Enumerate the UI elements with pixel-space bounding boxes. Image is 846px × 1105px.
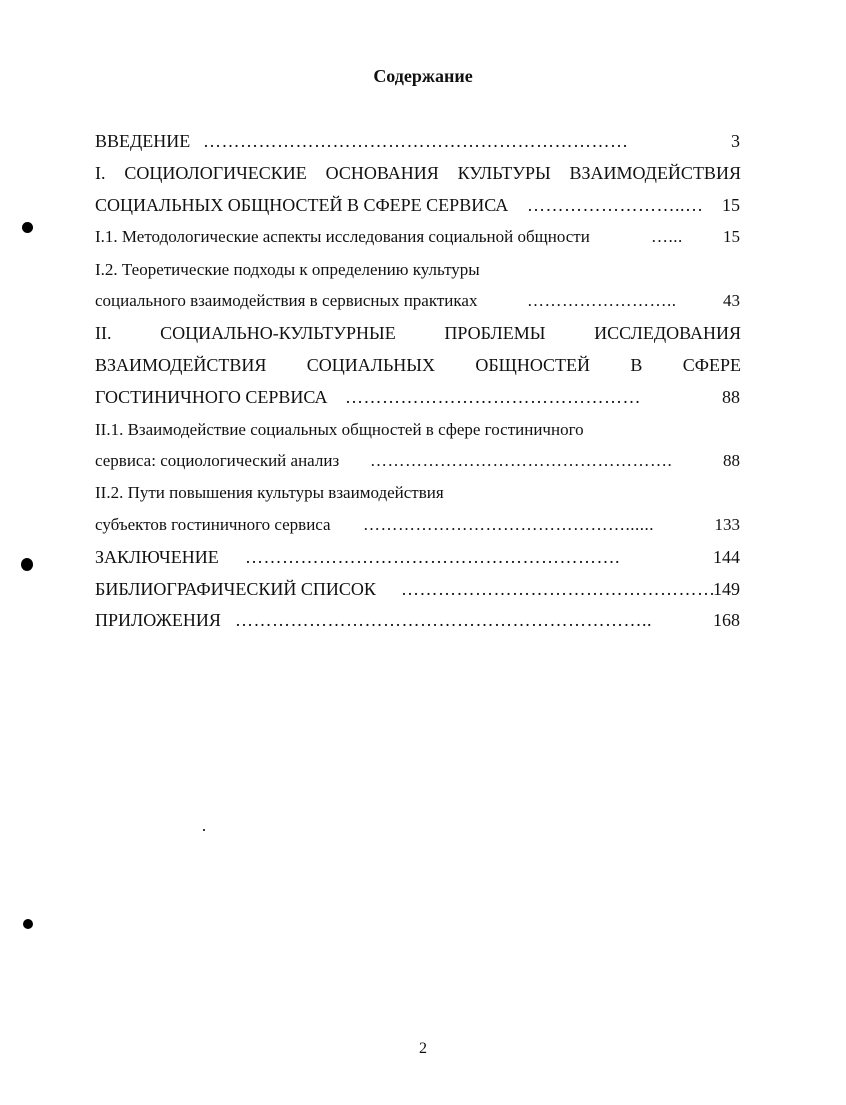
toc-entry-label: сервиса: социологический анализ [95,451,340,470]
toc-entry-chapter-2[interactable] [95,318,740,348]
toc-leader-dots: ……………………..… [527,195,704,215]
toc-chapter-2-heading-line2 [95,350,741,380]
heading-word: ВЗАИМОДЕЙСТВИЯ [569,163,741,183]
toc-entry-label: II.2. Пути повышения культуры взаимодействия [95,483,444,502]
toc-page-number: 88 [722,387,740,407]
toc-entry-bibliography[interactable] [95,574,740,604]
heading-word: ИССЛЕДОВАНИЯ [594,323,741,343]
page-number: 2 [419,1040,427,1057]
toc-leader-dots: …... [651,227,683,246]
heading-word: ОСНОВАНИЯ [325,163,439,183]
toc-entry-chapter-2-line3[interactable] [95,382,740,412]
toc-page-number: 3 [731,131,740,151]
toc-chapter-2-heading-line1 [95,318,741,348]
heading-word: ПРОБЛЕМЫ [444,323,546,343]
toc-entry-appendix[interactable] [95,605,740,635]
toc-entry-chapter-1[interactable] [95,158,740,188]
toc-entry-label: ГОСТИНИЧНОГО СЕРВИСА [95,387,328,407]
toc-entry-label: I.2. Теоретические подходы к определению культуры [95,260,480,279]
toc-entry-label: ПРИЛОЖЕНИЯ [95,610,221,630]
toc-entry-section-1-2-line2[interactable] [95,286,740,316]
toc-page-number: 168 [713,610,740,630]
toc-leader-dots: …………………………………………… [401,579,716,599]
toc-entry-label: ВВЕДЕНИЕ [95,131,191,151]
toc-leader-dots: …………………………………………………………… [203,131,629,151]
toc-entry-section-2-2-line2[interactable] [95,510,740,540]
heading-word: ОБЩНОСТЕЙ [475,355,591,375]
toc-entry-chapter-2-line2[interactable] [95,350,740,380]
toc-page-number: 88 [723,451,740,470]
toc-entry-conclusion[interactable] [95,542,740,572]
hole-punch-mark [21,558,33,571]
toc-entry-section-1-2[interactable] [95,255,740,285]
toc-leader-dots: ……………………………………………………. [245,547,620,567]
toc-entry-section-2-1-line2[interactable] [95,446,740,476]
heading-word: В [630,355,643,375]
toc-entry-label: социального взаимодействия в сервисных практиках [95,291,478,310]
toc-entry-label: ЗАКЛЮЧЕНИЕ [95,547,219,567]
heading-word: СОЦИАЛЬНО-КУЛЬТУРНЫЕ [160,323,396,343]
toc-leader-dots: ……………………………………………. [370,451,673,470]
toc-entry-chapter-1-line2[interactable] [95,190,740,220]
speck-mark [203,829,205,831]
hole-punch-mark [22,222,33,233]
toc-chapter-1-heading-line1 [95,158,741,188]
toc-page-number: 133 [714,515,740,534]
toc-entry-label: I.1. Методологические аспекты исследования социальной общности [95,227,590,246]
heading-word: СОЦИОЛОГИЧЕСКИЕ [124,163,307,183]
toc-entry-label: БИБЛИОГРАФИЧЕСКИЙ СПИСОК [95,579,376,599]
toc-leader-dots: ………………………………………...... [363,515,654,534]
toc-entry-section-2-2[interactable] [95,478,740,508]
heading-word: I. [95,163,106,183]
heading-word: II. [95,323,112,343]
toc-entry-section-2-1[interactable] [95,415,740,445]
toc-page-number: 15 [723,227,740,246]
heading-word: ВЗАИМОДЕЙСТВИЯ [95,355,267,375]
toc-page-number: 15 [722,195,740,215]
toc-leader-dots: ………………………………………………………….. [235,610,652,630]
toc-leader-dots: …………………….. [527,291,677,310]
toc-page-number: 144 [713,547,740,567]
toc-page-number: 43 [723,291,740,310]
heading-word: КУЛЬТУРЫ [457,163,551,183]
toc-entry-intro[interactable] [95,126,740,156]
heading-word: СФЕРЕ [682,355,741,375]
toc-entry-section-1-1[interactable] [95,222,740,252]
hole-punch-mark [23,919,33,929]
toc-leader-dots: ………………………………………… [345,387,641,407]
heading-word: СОЦИАЛЬНЫХ [306,355,435,375]
page-title: Содержание [373,66,473,86]
toc-entry-label: II.1. Взаимодействие социальных общностей в сфере гостиничного [95,420,584,439]
toc-entry-label: СОЦИАЛЬНЫХ ОБЩНОСТЕЙ В СФЕРЕ СЕРВИСА [95,195,509,215]
toc-entry-label: субъектов гостиничного сервиса [95,515,331,534]
toc-page-number: 149 [713,579,740,599]
